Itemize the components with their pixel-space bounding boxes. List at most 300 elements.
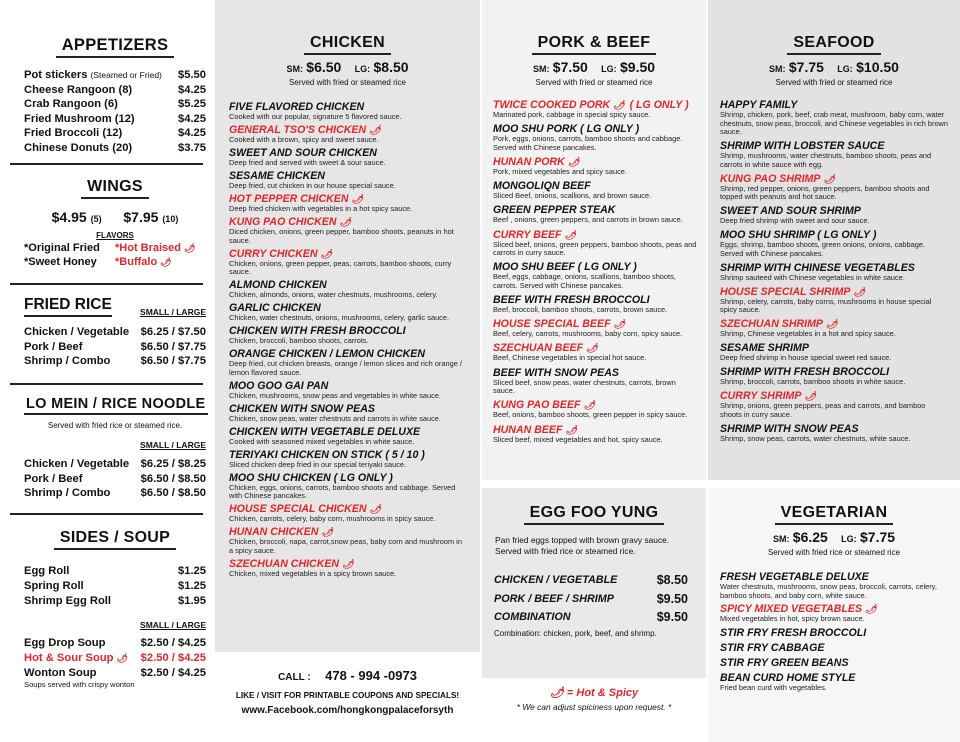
dish-description: Shrimp, Chinese vegetables in a hot and spicy sauce. — [720, 329, 896, 339]
menu-row — [24, 126, 206, 141]
dish-item — [720, 262, 948, 283]
dish-name: SHRIMP WITH FRESH BROCCOLI — [720, 366, 890, 379]
menu-row — [24, 594, 206, 609]
dish-name: FRESH VEGETABLE DELUXE — [720, 571, 869, 583]
chicken-sizes: SM: $6.50 LG: $8.50 — [286, 59, 409, 75]
sides-section — [24, 529, 206, 689]
divider — [10, 383, 203, 385]
dish-name: ALMOND CHICKEN — [229, 279, 327, 292]
item-name: Pork / Beef — [24, 472, 83, 485]
fried-rice-size-header: SMALL / LARGE — [140, 307, 206, 317]
item-price: $6.50 / $7.75 — [140, 355, 206, 367]
dish-description: Chicken, mushrooms, snow peas and vegetables in white sauce. — [229, 390, 441, 400]
dish-description: Marinated pork, cabbage in special spicy sauce. — [493, 110, 651, 119]
item-name-cell — [24, 141, 132, 156]
item-name-cell — [24, 126, 122, 141]
dish-item — [229, 503, 468, 524]
dish-item — [229, 449, 468, 470]
chili-pepper-icon: 🌶︎ — [583, 400, 595, 411]
dish-name-line — [229, 472, 468, 484]
vegetarian-sm-price: $6.25 — [792, 529, 828, 545]
dish-item — [493, 123, 698, 152]
chili-pepper-icon: 🌶︎ — [342, 558, 354, 569]
item-price: $6.50 / $7.75 — [140, 340, 206, 353]
pork-beef-column — [482, 0, 706, 480]
chicken-title: CHICKEN — [304, 34, 391, 55]
lo-mein-note: Served with fried rice or steamed rice. — [47, 421, 183, 430]
item-price: $3.75 — [178, 141, 206, 154]
dish-item — [229, 279, 468, 300]
chicken-sm-price: $6.50 — [306, 59, 342, 75]
dish-item — [720, 173, 948, 202]
item-name: PORK / BEEF / SHRIMP — [494, 592, 614, 605]
left-column — [0, 0, 213, 742]
fried-rice-section — [24, 296, 206, 369]
item-name-cell — [24, 68, 162, 83]
chili-pepper-icon: 🌶︎ — [586, 343, 598, 354]
item-name: Cheese Rangoon (8) — [24, 83, 133, 96]
dish-name: KUNG PAO CHICKEN — [229, 215, 337, 228]
item-name: Fried Mushroom (12) — [24, 112, 135, 125]
dish-description: Beef, Chinese vegetables in special hot sauce. — [493, 353, 647, 363]
dish-description: Beef, onions, bamboo shoots, green pepper in spicy sauce. — [493, 410, 688, 420]
wings-count-large: (10) — [162, 214, 179, 224]
dish-name-line — [720, 173, 948, 185]
dish-name: TWICE COOKED PORK — [493, 99, 611, 111]
soup-footnote: Soups served with crispy wonton — [24, 680, 135, 690]
item-price: $6.25 / $8.25 — [140, 458, 206, 470]
dish-description: Shrimp, chicken, pork, beef, crab meat, mushroom, baby corn, water chestnuts, snow peas, broccoli, and Chinese vegetables in rich brown sauce. — [720, 110, 949, 137]
dish-description: Pork, eggs, onions, carrots, bamboo shoots and cabbage. Served with Chinese pancakes. — [493, 134, 683, 152]
dish-item — [229, 101, 468, 122]
dish-description: Shrimp, broccoli, carrots, bamboo shoots in white sauce. — [720, 377, 906, 387]
wings-section — [24, 178, 206, 269]
dish-name: HAPPY FAMILY — [720, 99, 798, 111]
dish-item — [493, 180, 698, 201]
pork-beef-title: PORK & BEEF — [532, 34, 657, 55]
item-name-cell — [24, 340, 82, 355]
dish-name-line — [493, 229, 698, 241]
wings-price-small: $4.95 — [51, 209, 87, 225]
flavor-name: *Original Fried — [24, 242, 100, 254]
dish-name: HOT PEPPER CHICKEN — [229, 192, 349, 205]
dish-item — [493, 99, 698, 120]
dish-item — [229, 558, 468, 579]
egg-foo-yung-title: EGG FOO YUNG — [524, 504, 665, 525]
dish-description: Chicken, onions, green pepper, peas, carrots, bamboo shoots, curry sauce. — [229, 258, 452, 277]
dish-item — [720, 140, 948, 169]
dish-name: MOO SHU SHRIMP ( LG ONLY ) — [720, 229, 877, 242]
pork-beef-sm-price: $7.50 — [552, 59, 588, 75]
dish-description: Shrimp, red pepper, onions, green peppers, bamboo shoots and topped with peanuts and hot sauce. — [720, 183, 930, 202]
dish-item — [493, 318, 698, 339]
dish-name-line — [229, 248, 468, 260]
dish-description: Chicken, broccoli, bamboo shoots, carrots. — [229, 336, 369, 346]
seafood-column — [708, 0, 960, 480]
chili-pepper-icon: 🌶︎ — [549, 687, 564, 699]
chicken-list — [215, 87, 480, 578]
menu-row — [24, 68, 206, 83]
dish-description: Beef , onions, green peppers, and carrots in brown sauce. — [493, 215, 683, 225]
vegetarian-note: Served with fried rice or steamed rice — [767, 548, 901, 557]
dish-description: Deep fried shrimp with sweet and sour sauce. — [720, 216, 870, 226]
dish-description: Chicken, snow peas, water chestnuts and carrots in white sauce. — [229, 413, 441, 423]
dish-name: HOUSE SPECIAL SHRIMP — [720, 285, 851, 298]
chili-pepper-icon: 🌶︎ — [564, 229, 576, 240]
item-price: $4.25 — [178, 112, 206, 125]
dish-item — [229, 426, 468, 447]
dish-description: Sliced Beef, onions, scallions, and brown sauce. — [493, 191, 652, 201]
dish-item — [229, 302, 468, 323]
dish-item — [720, 205, 948, 226]
dish-name: GENERAL TSO'S CHICKEN — [229, 123, 367, 136]
lo-mein-section — [24, 396, 206, 501]
item-price: $6.25 / $7.50 — [140, 326, 206, 338]
dish-item — [229, 325, 468, 346]
dish-name-line — [720, 672, 948, 684]
item-name: Pot stickers — [24, 69, 88, 81]
flavor-item — [115, 242, 206, 256]
dish-item — [229, 248, 468, 277]
dish-name-line — [229, 380, 468, 392]
seafood-list — [708, 87, 960, 444]
dish-name: HUNAN CHICKEN — [229, 526, 319, 539]
item-name-cell — [24, 594, 111, 609]
dish-description: Sliced beef, snow peas, water chestnuts, carrots, brown sauce. — [493, 377, 676, 396]
dish-name: HOUSE SPECIAL CHICKEN — [229, 503, 367, 516]
vegetarian-sizes: SM: $6.25 LG: $7.75 — [772, 529, 896, 545]
fried-rice-list — [24, 325, 206, 369]
item-price: $1.95 — [178, 594, 206, 607]
soup-size-header: SMALL / LARGE — [140, 620, 206, 631]
chili-pepper-icon: 🌶︎ — [613, 319, 625, 330]
seafood-sizes: SM: $7.75 LG: $10.50 — [769, 59, 899, 75]
item-name-cell — [24, 112, 135, 127]
chili-pepper-icon: 🌶︎ — [351, 193, 363, 204]
item-price: $9.50 — [656, 591, 688, 606]
chili-pepper-icon: 🌶︎ — [853, 286, 865, 297]
chili-pepper-icon: 🌶︎ — [339, 216, 351, 227]
dish-item — [229, 472, 468, 501]
dish-name: SZECHUAN CHICKEN — [229, 557, 340, 570]
dish-description: Chicken, water chestnuts, onions, mushrooms, celery, garlic sauce. — [229, 313, 450, 323]
dish-item — [229, 216, 468, 245]
dish-description: Chicken, broccoli, napa, carrot,snow peas, baby corn and mushroom in a spicy sauce. — [229, 537, 462, 555]
item-price: $2.50 / $4.25 — [140, 637, 206, 650]
flavor-item — [115, 256, 206, 270]
item-name-cell — [24, 666, 97, 681]
dish-name: ORANGE CHICKEN / LEMON CHICKEN — [229, 348, 425, 361]
menu-row — [24, 325, 206, 340]
dish-name: STIR FRY GREEN BEANS — [720, 656, 849, 669]
dish-name: CURRY CHICKEN — [229, 247, 318, 260]
dish-description: Shrimp, celery, carrots, baby corns, mushrooms in house special spicy sauce. — [720, 296, 932, 315]
dish-description: Chicken, carrots, celery, baby corn, mushrooms in spicy sauce. — [229, 514, 436, 524]
dish-name: STIR FRY FRESH BROCCOLI — [720, 626, 867, 639]
dish-name: SESAME SHRIMP — [720, 342, 809, 355]
dish-name: TERIYAKI CHICKEN ON STICK ( 5 / 10 ) — [229, 448, 425, 461]
item-name-cell — [24, 472, 82, 487]
dish-extra: ( LG ONLY ) — [629, 99, 689, 111]
chili-pepper-icon: 🌶︎ — [565, 424, 577, 435]
call-label: CALL : — [278, 672, 311, 683]
menu-row — [24, 457, 206, 472]
dish-item — [493, 204, 698, 225]
dish-description: Mixed vegetables in hot, spicy brown sauce. — [720, 614, 865, 624]
flavors-list — [24, 242, 206, 269]
dish-description: Cooked with a brown, spicy and sweet sauce. — [229, 134, 379, 144]
dish-description: Shrimp sauteed with Chinese vegetables in white sauce. — [720, 272, 905, 282]
dish-item — [720, 571, 948, 600]
dish-item — [493, 399, 698, 420]
dish-description: Chicken, eggs, onions, carrots, bamboo shoots and cabbage. Served with Chinese pancakes. — [229, 482, 456, 501]
facebook-link[interactable]: www.Facebook.com/hongkongpalaceforsyth — [241, 705, 454, 716]
item-price: $6.50 / $8.50 — [140, 487, 206, 499]
dish-name: MONGOLIQN BEEF — [493, 180, 591, 193]
item-name: Chinese Donuts (20) — [24, 141, 133, 154]
dish-item — [720, 342, 948, 363]
dish-description: Deep fried chicken with vegetables in a hot spicy sauce. — [229, 203, 413, 213]
menu-row — [24, 486, 206, 501]
dish-item — [493, 294, 698, 315]
chili-pepper-icon: 🌶︎ — [184, 243, 196, 253]
dish-name: MOO GOO GAI PAN — [229, 379, 329, 392]
dish-name: BEEF WITH FRESH BROCCOLI — [493, 294, 650, 307]
dish-item — [720, 627, 948, 639]
phone-number: 478 - 994 -0973 — [325, 668, 417, 683]
dish-name-line — [229, 449, 468, 461]
seafood-note: Served with fried or steamed rice — [775, 78, 893, 87]
dish-description: Deep fried and served with sweet & sour sauce. — [229, 157, 386, 167]
dish-name: SPICY MIXED VEGETABLES — [720, 603, 863, 616]
dish-description: Sliced beef, onions, green peppers, bamboo shoots, peas and carrots in curry sauce. — [493, 239, 697, 258]
seafood-lg-price: $10.50 — [856, 59, 899, 75]
dish-name-line — [229, 426, 468, 438]
dish-item — [493, 261, 698, 290]
appetizers-section — [24, 36, 206, 156]
item-name-cell — [24, 651, 128, 666]
dish-item — [720, 390, 948, 419]
item-name-cell — [24, 486, 110, 501]
menu-row — [24, 340, 206, 355]
pork-beef-sizes: SM: $7.50 LG: $9.50 — [532, 59, 656, 75]
flavor-item — [24, 242, 115, 256]
item-price: $2.50 / $4.25 — [140, 651, 206, 664]
dish-description: Sliced beef, mixed vegetables and hot, spicy sauce. — [493, 434, 663, 444]
item-price: $6.50 / $8.50 — [140, 472, 206, 485]
vegetarian-lg-price: $7.75 — [860, 529, 896, 545]
chili-pepper-icon: 🌶︎ — [369, 504, 381, 515]
item-name-cell — [24, 457, 129, 472]
dish-name: CHICKEN WITH VEGETABLE DELUXE — [229, 425, 421, 438]
dish-description: Beef, celery, carrots, mushrooms, baby corn, spicy sauce. — [493, 329, 683, 339]
appetizers-list — [24, 68, 206, 156]
dish-item — [720, 99, 948, 137]
dish-description: Eggs, shrimp, bamboo shoots, green onions, onions, cabbage. Served with Chinese pancakes. — [720, 240, 926, 258]
item-name: Egg Drop Soup — [24, 637, 106, 650]
divider — [10, 283, 203, 285]
flavors-label: FLAVORS — [96, 231, 134, 240]
dish-name-line — [229, 558, 468, 570]
pork-beef-note: Served with fried or steamed rice — [535, 78, 653, 87]
dish-description: Chicken, mixed vegetables in a spicy brown sauce. — [229, 568, 397, 578]
dish-name: SWEET AND SOUR CHICKEN — [229, 146, 377, 159]
item-name: Fried Broccoli (12) — [24, 127, 123, 140]
item-name: Hot & Sour Soup — [24, 651, 114, 664]
divider — [10, 513, 203, 515]
flavor-item — [24, 256, 115, 270]
seafood-sm-price: $7.75 — [788, 59, 824, 75]
dish-item — [229, 124, 468, 145]
dish-description: Shrimp, onions, green peppers, peas and carrots, and bamboo shoots in curry sauce. — [720, 401, 926, 419]
item-name: Pork / Beef — [24, 340, 83, 353]
item-note: (Steamed or Fried) — [90, 70, 162, 80]
menu-row — [24, 564, 206, 579]
vegetarian-title: VEGETARIAN — [775, 504, 894, 525]
dish-item — [229, 147, 468, 168]
pork-beef-list — [482, 87, 706, 444]
dish-name: HUNAN BEEF — [493, 423, 563, 436]
dish-item — [493, 367, 698, 396]
item-name: Shrimp Egg Roll — [24, 594, 112, 607]
egg-foo-yung-note: Pan fried eggs topped with brown gravy sauce. Served with fried rice or steamed rice. — [495, 535, 670, 556]
chili-pepper-icon: 🌶︎ — [567, 156, 580, 167]
sides-title: SIDES / SOUP — [54, 529, 176, 550]
dish-item — [229, 380, 468, 401]
menu-row — [24, 83, 206, 98]
dish-name-line — [229, 403, 468, 415]
item-name-cell — [24, 564, 69, 579]
legend-note: * We can adjust spiciness upon request. * — [516, 702, 672, 712]
soup-list — [24, 636, 206, 680]
item-name: Shrimp / Combo — [24, 355, 111, 367]
dish-item — [720, 229, 948, 258]
dish-item — [493, 342, 698, 363]
dish-item — [720, 366, 948, 387]
dish-item — [720, 672, 948, 693]
dish-item — [720, 642, 948, 654]
wings-count-small: (5) — [90, 214, 102, 224]
contact-section — [215, 655, 480, 742]
item-name-cell — [24, 636, 105, 651]
vegetarian-column — [708, 488, 960, 742]
item-price: $1.25 — [178, 565, 206, 577]
dish-name: BEAN CURD HOME STYLE — [720, 671, 856, 684]
chili-pepper-icon: 🌶︎ — [160, 256, 172, 267]
chili-pepper-icon: 🌶︎ — [320, 248, 332, 259]
dish-name: FIVE FLAVORED CHICKEN — [229, 101, 365, 113]
dish-description: Beef, broccoli, bamboo shoots, carrots, brown sauce. — [493, 305, 668, 315]
item-name: Wonton Soup — [24, 666, 97, 679]
dish-item — [493, 424, 698, 445]
pork-beef-lg-price: $9.50 — [620, 59, 656, 75]
menu-row — [24, 472, 206, 487]
vegetarian-list — [708, 557, 960, 692]
dish-name: CURRY SHRIMP — [720, 390, 802, 403]
menu-row — [24, 666, 206, 681]
promo-text: LIKE / VISIT FOR PRINTABLE COUPONS AND SPECIALS! — [235, 691, 460, 700]
dish-name: STIR FRY CABBAGE — [720, 641, 825, 654]
item-name: Chicken / Vegetable — [24, 326, 130, 338]
chicken-note: Served with fried or steamed rice — [289, 78, 406, 87]
dish-name: SZECHUAN BEEF — [493, 342, 584, 355]
chicken-column — [215, 0, 480, 652]
dish-item — [229, 348, 468, 377]
dish-item — [720, 423, 948, 444]
dish-description: Chicken, almonds, onions, water chestnuts, mushrooms, celery. — [229, 290, 438, 300]
dish-item — [229, 170, 468, 191]
dish-name: SHRIMP WITH LOBSTER SAUCE — [720, 140, 885, 153]
dish-description: Deep fried shrimp in house special sweet red sauce. — [720, 353, 892, 363]
chili-pepper-icon: 🌶︎ — [865, 604, 877, 615]
combo-note: Combination: chicken, pork, beef, and shrimp. — [494, 628, 657, 638]
item-price: $5.50 — [178, 69, 206, 81]
item-name: COMBINATION — [494, 611, 571, 623]
dish-name: SESAME CHICKEN — [229, 169, 325, 182]
dish-description: Beef, eggs, cabbage, onions, scallions, bamboo shoots, carrots. Served with Chinese pancakes. — [493, 272, 676, 290]
item-name: Chicken / Vegetable — [24, 458, 130, 470]
dish-item — [720, 657, 948, 669]
item-name: Spring Roll — [24, 579, 84, 592]
menu-row — [24, 141, 206, 156]
dish-item — [720, 318, 948, 339]
dish-name: HOUSE SPECIAL BEEF — [493, 318, 611, 331]
dish-item — [229, 526, 468, 555]
lo-mein-title: LO MEIN / RICE NOODLE — [24, 396, 208, 415]
flavor-name: *Sweet Honey — [24, 255, 97, 268]
item-price: $5.25 — [178, 98, 206, 111]
dish-name: CHICKEN WITH SNOW PEAS — [229, 402, 375, 415]
dish-name: KUNG PAO SHRIMP — [720, 172, 821, 185]
dish-name: GREEN PEPPER STEAK — [493, 204, 616, 217]
item-name-cell — [24, 325, 129, 340]
item-name-cell — [24, 354, 110, 369]
chicken-lg-price: $8.50 — [373, 59, 409, 75]
dish-name: KUNG PAO BEEF — [493, 399, 581, 412]
sides-list — [24, 564, 206, 608]
item-name-cell — [24, 579, 84, 594]
chili-pepper-icon: 🌶︎ — [369, 124, 381, 135]
dish-name-line — [493, 367, 698, 379]
egg-foo-yung-list — [482, 557, 706, 627]
wings-title: WINGS — [81, 178, 149, 199]
dish-item — [493, 156, 698, 177]
dish-description: Shrimp, snow peas, carrots, water chestnuts, white sauce. — [720, 433, 911, 443]
dish-name: CHICKEN WITH FRESH BROCCOLI — [229, 325, 406, 338]
item-name: Shrimp / Combo — [24, 487, 111, 499]
dish-item — [720, 286, 948, 315]
chili-pepper-icon: 🌶︎ — [613, 100, 625, 110]
dish-name: SHRIMP WITH CHINESE VEGETABLES — [720, 261, 915, 274]
menu-row — [24, 651, 206, 666]
dish-description: Cooked with seasoned mixed vegetables in white sauce. — [229, 436, 415, 446]
item-price: $4.25 — [178, 127, 206, 140]
fried-rice-title: FRIED RICE — [24, 296, 112, 317]
item-name: CHICKEN / VEGETABLE — [494, 574, 618, 586]
dish-description: Deep fried, cut chicken in our house special sauce. — [229, 180, 396, 190]
dish-item — [493, 229, 698, 258]
legend-text: = Hot & Spicy — [566, 687, 639, 699]
menu-row — [24, 354, 206, 369]
item-price: $2.50 / $4.25 — [140, 666, 206, 679]
dish-description: Fried bean curd with vegetables. — [720, 682, 827, 692]
dish-description: Water chestnuts, mushrooms, snow peas, broccoli, carrots, celery, bamboo shoots, and baby corn, white sauce. — [720, 582, 937, 600]
egg-foo-yung-row — [494, 608, 688, 627]
flavor-name: *Hot Braised — [115, 242, 182, 254]
dish-description: Cooked with our popular, signature 5 flavored sauce. — [229, 112, 402, 121]
dish-name: MOO SHU PORK ( LG ONLY ) — [493, 123, 640, 136]
dish-name-line — [493, 424, 698, 436]
